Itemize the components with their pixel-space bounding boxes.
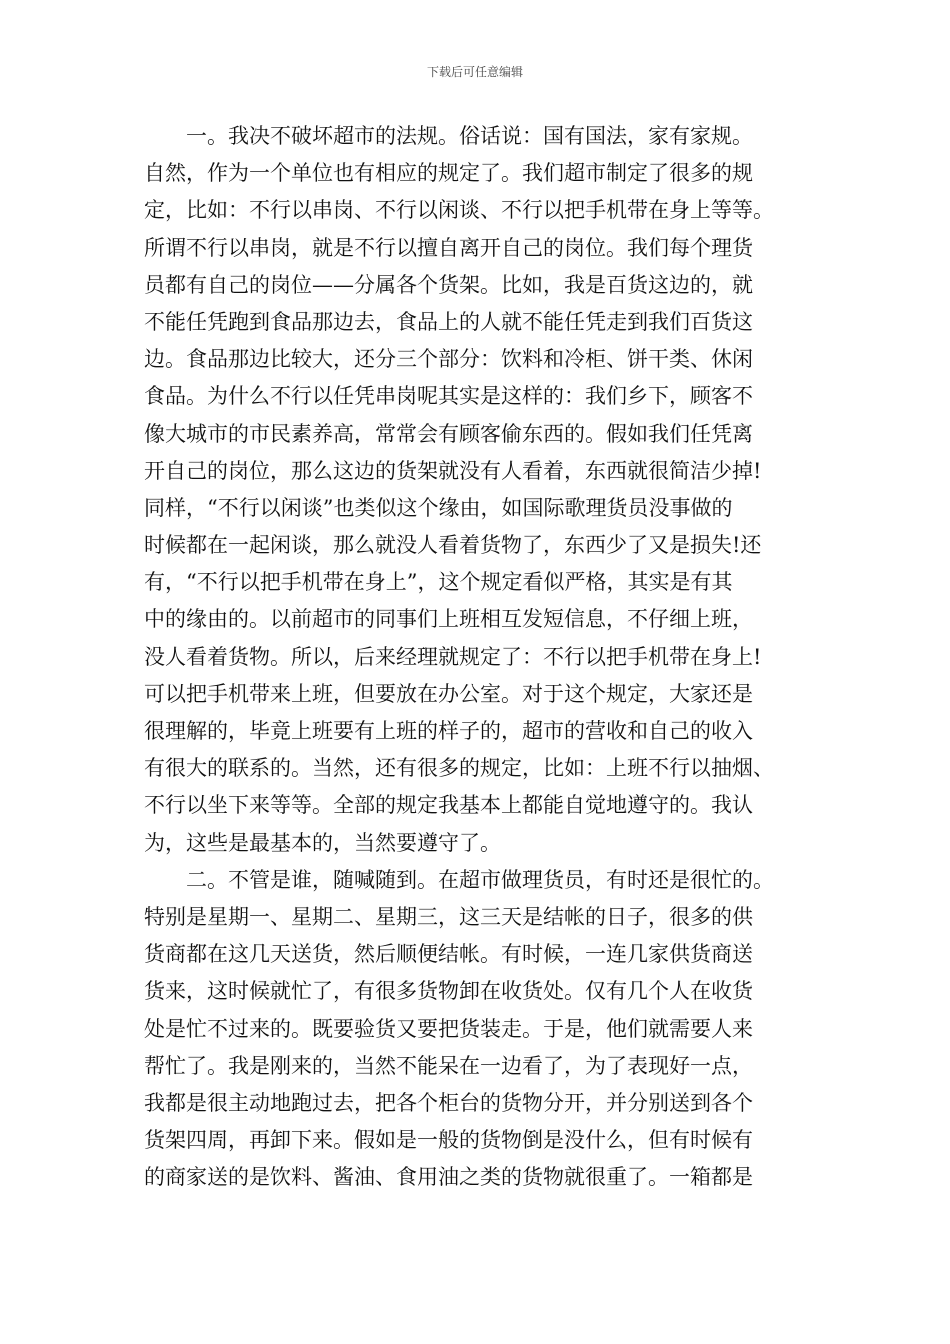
document-body <box>144 118 808 1196</box>
text-line: 同样，“不行以闲谈”也类似这个缘由，如国际歌理货员没事做的 <box>144 495 733 520</box>
text-line: 有很大的联系的。当然，还有很多的规定，比如：上班不行以抽烟、 <box>144 756 774 781</box>
text-line: 为，这些是最基本的，当然要遵守了。 <box>144 830 501 855</box>
paragraph-2-first-line: 二。不管是谁，随喊随到。在超市做理货员，有时还是很忙的。 <box>186 867 774 892</box>
text-line: 处是忙不过来的。既要验货又要把货装走。于是，他们就需要人来 <box>144 1016 753 1041</box>
text-line: 货商都在这几天送货，然后顺便结帐。有时候，一连几家供货商送 <box>144 942 753 967</box>
text-line: 开自己的岗位，那么这边的货架就没有人看着，东西就很简洁少掉! <box>144 458 762 483</box>
paragraph-1-first-line: 一。我决不破坏超市的法规。俗话说：国有国法，家有家规。 <box>186 124 753 148</box>
text-line: 很理解的，毕竟上班要有上班的样子的，超市的营收和自己的收入 <box>144 719 753 743</box>
text-line: 时候都在一起闲谈，那么就没人看着货物了，东西少了又是损失!还 <box>144 533 762 558</box>
text-line: 的商家送的是饮料、酱油、食用油之类的货物就很重了。一箱都是 <box>144 1165 753 1190</box>
text-line: 货架四周，再卸下来。假如是一般的货物倒是没什么，但有时候有 <box>144 1128 753 1153</box>
text-line: 没人看着货物。所以，后来经理就规定了：不行以把手机带在身上! <box>144 644 762 669</box>
text-line: 自然，作为一个单位也有相应的规定了。我们超市制定了很多的规 <box>144 161 753 186</box>
text-line: 货来，这时候就忙了，有很多货物卸在收货处。仅有几个人在收货 <box>144 979 753 1004</box>
text-line: 特别是星期一、星期二、星期三，这三天是结帐的日子，很多的供 <box>144 904 753 929</box>
page-header: 下载后可任意编辑 <box>426 65 523 79</box>
text-line: 不能任凭跑到食品那边去，食品上的人就不能任凭走到我们百货这 <box>144 309 753 334</box>
text-line: 所谓不行以串岗，就是不行以擅自离开自己的岗位。我们每个理货 <box>144 235 753 260</box>
text-line: 员都有自己的岗位——分属各个货架。比如，我是百货这边的，就 <box>144 272 753 297</box>
text-line: 可以把手机带来上班，但要放在办公室。对于这个规定，大家还是 <box>144 681 753 706</box>
text-line: 定，比如：不行以串岗、不行以闲谈、不行以把手机带在身上等等。 <box>144 198 774 223</box>
text-line: 帮忙了。我是刚来的，当然不能呆在一边看了，为了表现好一点， <box>144 1053 753 1078</box>
text-line: 我都是很主动地跑过去，把各个柜台的货物分开，并分别送到各个 <box>144 1090 753 1115</box>
text-line: 有，“不行以把手机带在身上”，这个规定看似严格，其实是有其 <box>144 570 733 595</box>
text-line: 中的缘由的。以前超市的同事们上班相互发短信息，不仔细上班， <box>144 607 753 632</box>
text-line: 不行以坐下来等等。全部的规定我基本上都能自觉地遵守的。我认 <box>144 793 753 818</box>
text-line: 食品。为什么不行以任凭串岗呢其实是这样的：我们乡下，顾客不 <box>144 384 753 409</box>
text-line: 像大城市的市民素养高，常常会有顾客偷东西的。假如我们任凭离 <box>144 421 753 446</box>
text-line: 边。食品那边比较大，还分三个部分：饮料和冷柜、饼干类、休闲 <box>144 347 753 372</box>
